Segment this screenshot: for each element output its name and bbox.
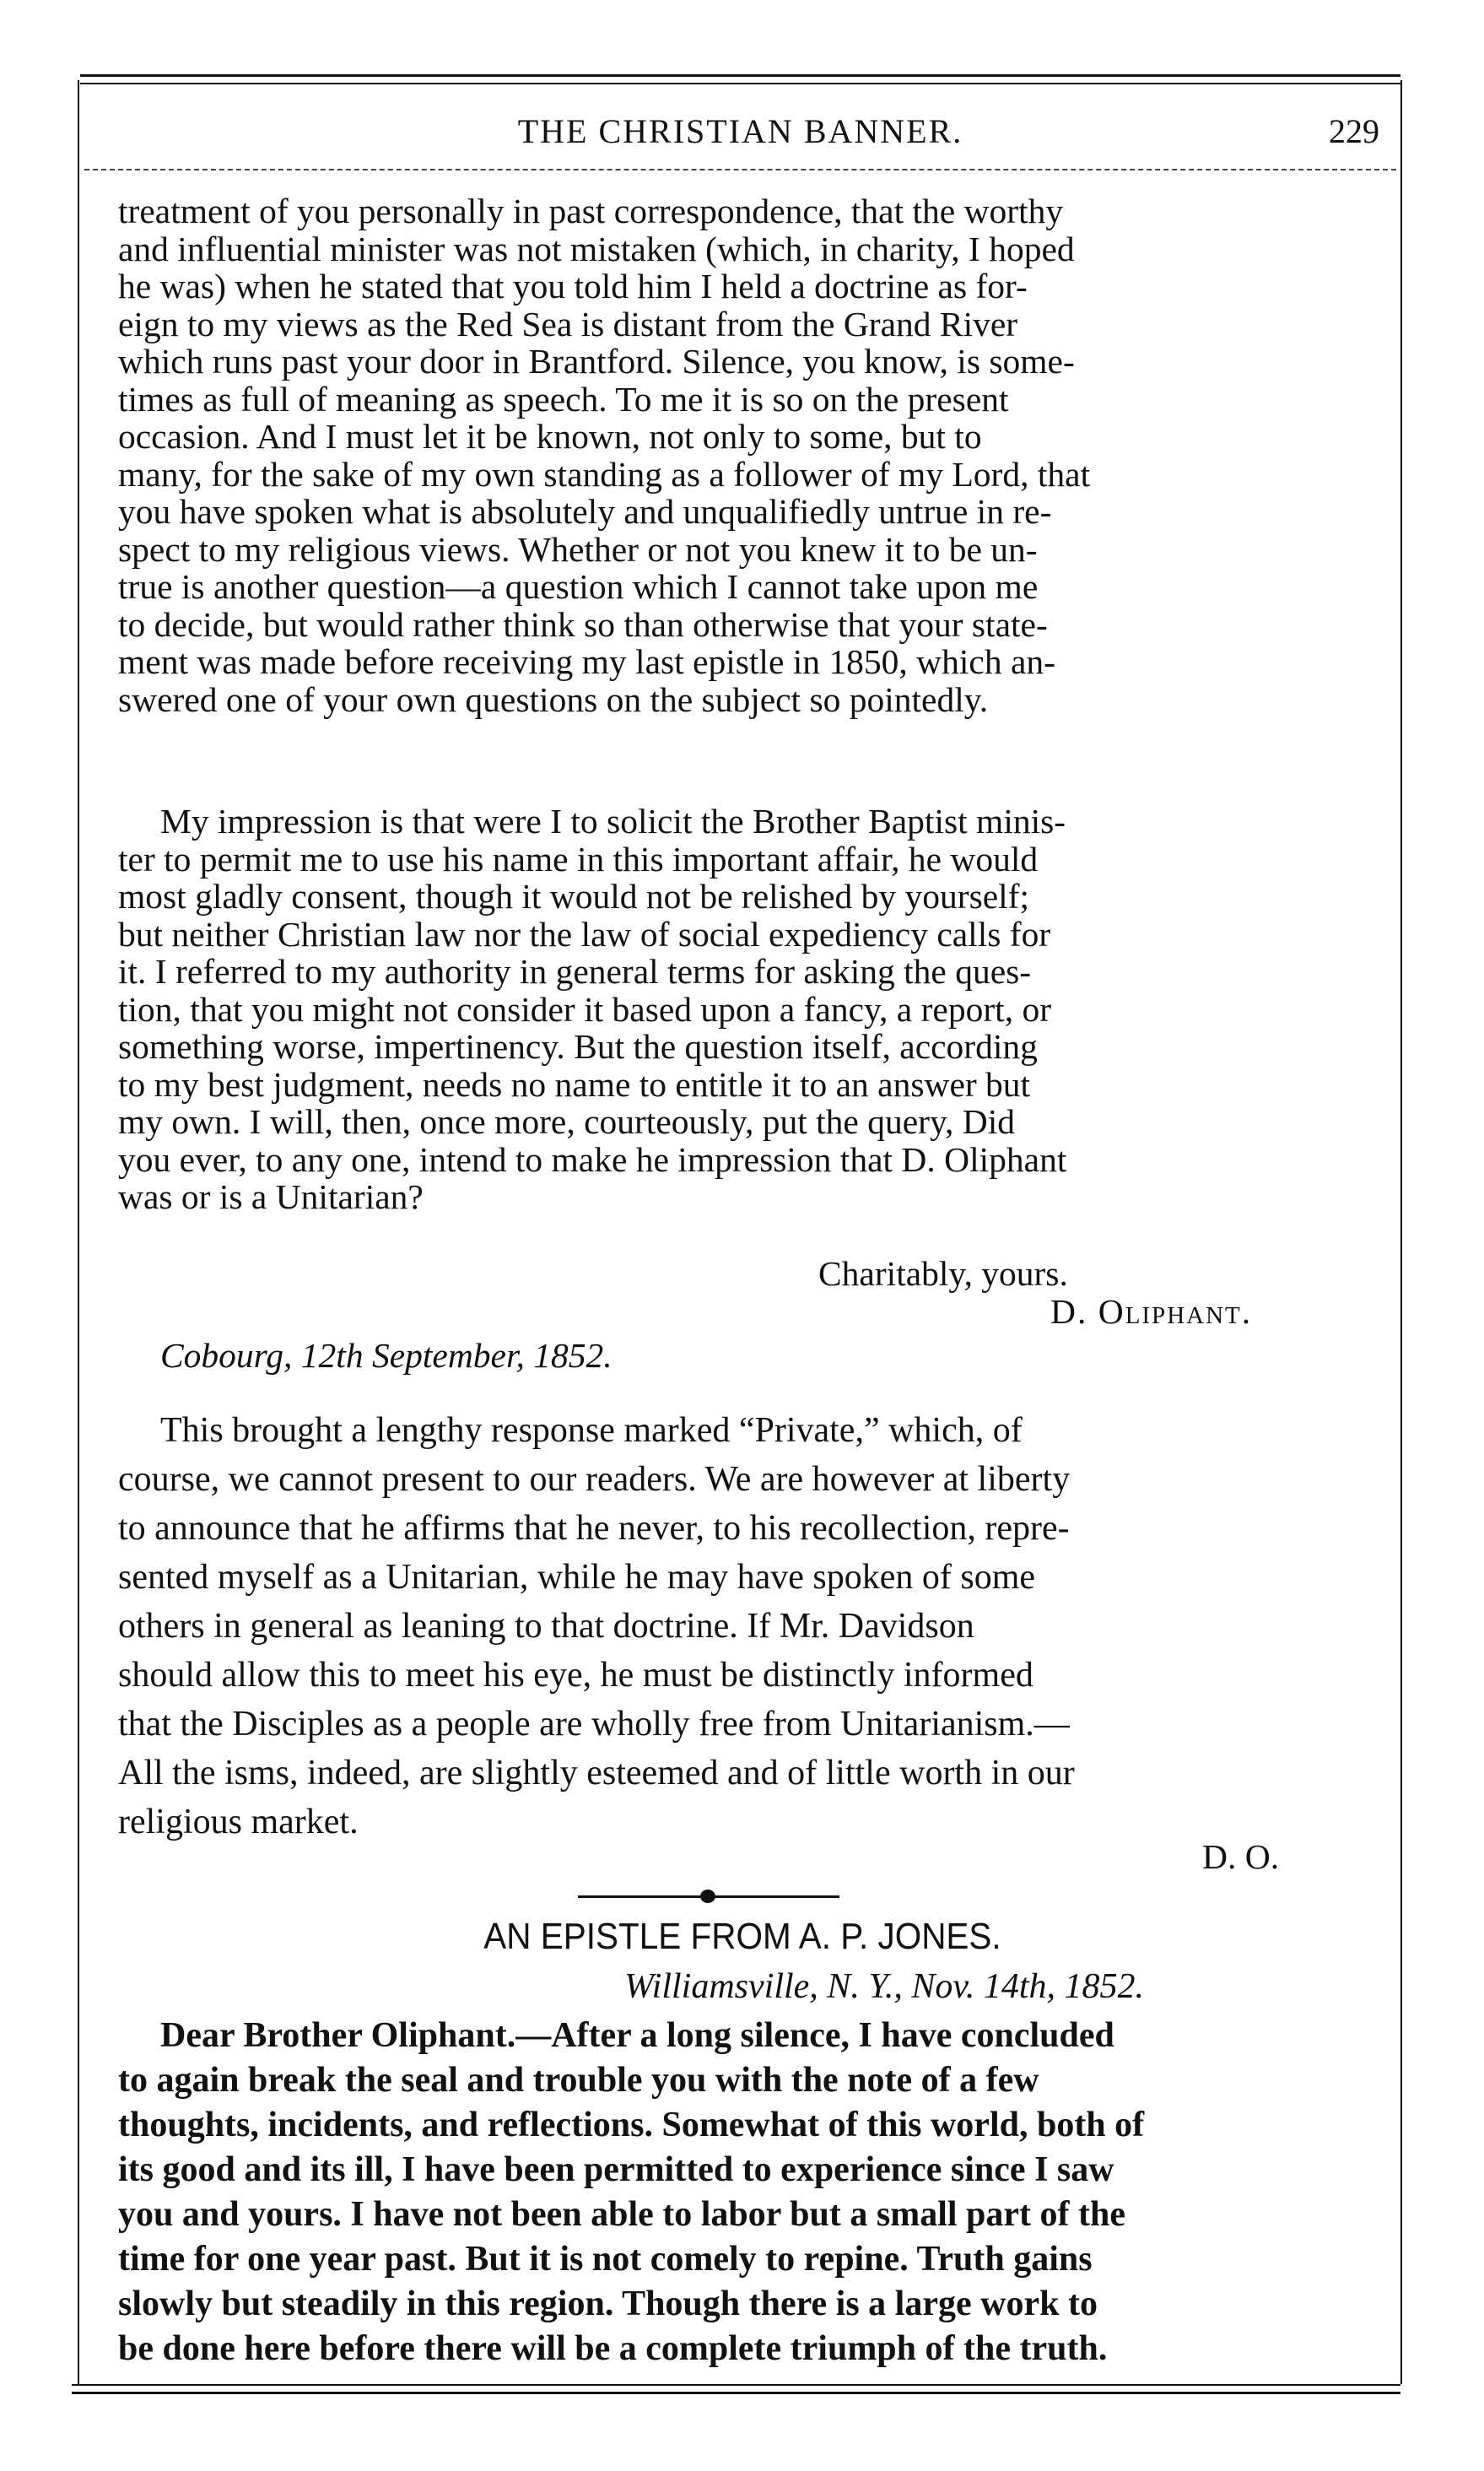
top-border-rule [80, 74, 1400, 84]
text-line: which runs past your door in Brantford. Silence, you know, is some- [118, 342, 1075, 381]
text-line: ter to permit me to use his name in this important affair, he would [118, 839, 1039, 879]
text-line: swered one of your own questions on the subject so pointedly. [118, 679, 989, 719]
text-line: course, we cannot present to our readers. We are however at liberty [118, 1460, 1071, 1499]
text-line: spect to my religious views. Whether or not you knew it to be un- [118, 529, 1038, 569]
text-line: he was) when he stated that you told him I held a doctrine as for- [118, 267, 1028, 305]
text-line: to decide, but would rather think so than otherwise that your state- [118, 604, 1048, 644]
text-line: many, for the sake of my own standing as a follower of my Lord, that [118, 454, 1091, 494]
text-line: others in general as leaning to that doctrine. If Mr. Davidson [118, 1607, 974, 1646]
text-line: that the Disciples as a people are wholly free from Unitarianism.— [118, 1705, 1070, 1744]
text-line: ment was made before receiving my last epistle in 1850, which an- [118, 642, 1055, 681]
text-line: This brought a lengthy response marked “Private,” which, of [160, 1411, 1023, 1450]
text-line: you ever, to any one, intend to make he impression that D. Oliphant [118, 1139, 1067, 1179]
running-title: THE CHRISTIAN BANNER. [517, 112, 963, 150]
text-line: was or is a Unitarian? [118, 1177, 424, 1216]
text-line: it. I referred to my authority in general terms for asking the ques- [118, 952, 1032, 991]
page-number: 229 [1329, 112, 1379, 150]
text-line: be done here before there will be a complete triumph of the truth. [118, 2329, 1108, 2368]
bottom-border-rule [72, 2384, 1400, 2394]
section-separator-ornament [700, 1890, 715, 1903]
text-line: should allow this to meet his eye, he must be distinctly informed [118, 1656, 1033, 1695]
text-line: to my best judgment, needs no name to entitle it to an answer but [118, 1064, 1031, 1104]
editor-initials: D. O. [1202, 1837, 1280, 1876]
letter-signature: D. Oliphant. [1050, 1292, 1253, 1331]
epistle-dateline: Williamsville, N. Y., Nov. 14th, 1852. [624, 1967, 1145, 2006]
text-line: you and yours. I have not been able to labor but a small part of the [118, 2195, 1126, 2234]
letter-dateline: Cobourg, 12th September, 1852. [160, 1336, 612, 1375]
text-line: thoughts, incidents, and reflections. Somewhat of this world, both of [118, 2106, 1145, 2144]
text-line: time for one year past. But it is not comely to repine. Truth gains [118, 2240, 1093, 2279]
text-line: tion, that you might not consider it based upon a fancy, a report, or [118, 989, 1052, 1029]
text-line: sented myself as a Unitarian, while he may have spoken of some [118, 1558, 1036, 1597]
text-line: you have spoken what is absolutely and unqualifiedly untrue in re- [118, 492, 1052, 531]
text-line: my own. I will, then, once more, courteously, put the query, Did [118, 1102, 1016, 1141]
text-line: slowly but steadily in this region. Though there is a large work to [118, 2284, 1098, 2323]
letter-paragraph-2 [118, 803, 1358, 1216]
text-line: All the isms, indeed, are slightly esteemed and of little worth in our [118, 1754, 1075, 1792]
response-paragraph [118, 1406, 1358, 1846]
text-line: eign to my views as the Red Sea is distant from the Grand River [118, 304, 1018, 343]
epistle-paragraph [118, 2014, 1358, 2371]
text-line: its good and its ill, I have been permitted to experience since I saw [118, 2150, 1114, 2189]
text-line: treatment of you personally in past correspondence, that the worthy [118, 192, 1064, 230]
text-line: and influential minister was not mistaken (which, in charity, I hoped [118, 229, 1075, 268]
text-line: Dear Brother Oliphant.—After a long silence, I have concluded [160, 2016, 1114, 2055]
page-header [84, 111, 1396, 162]
text-line: true is another question—a question which I cannot take upon me [118, 567, 1039, 606]
letter-closing: Charitably, yours. [818, 1254, 1068, 1293]
text-line: to announce that he affirms that he never, to his recollection, repre- [118, 1509, 1070, 1548]
text-line: My impression is that were I to solicit the Brother Baptist minis- [160, 802, 1066, 841]
right-border-rule [1400, 80, 1402, 2384]
text-line: but neither Christian law nor the law of social expediency calls for [118, 914, 1051, 954]
left-border-rule [78, 80, 79, 2384]
text-line: something worse, impertinency. But the question itself, according [118, 1027, 1038, 1066]
text-line: to again break the seal and trouble you with the note of a few [118, 2061, 1039, 2100]
letter-paragraph-1 [118, 192, 1358, 718]
text-line: most gladly consent, though it would not be relished by yourself; [118, 877, 1030, 916]
text-line: occasion. And I must let it be known, not only to some, but to [118, 417, 982, 456]
header-divider [84, 169, 1396, 170]
text-line: times as full of meaning as speech. To me it is so on the present [118, 379, 1009, 419]
article-title: AN EPISTLE FROM A. P. JONES. [483, 1916, 1001, 1957]
text-line: religious market. [118, 1803, 359, 1841]
